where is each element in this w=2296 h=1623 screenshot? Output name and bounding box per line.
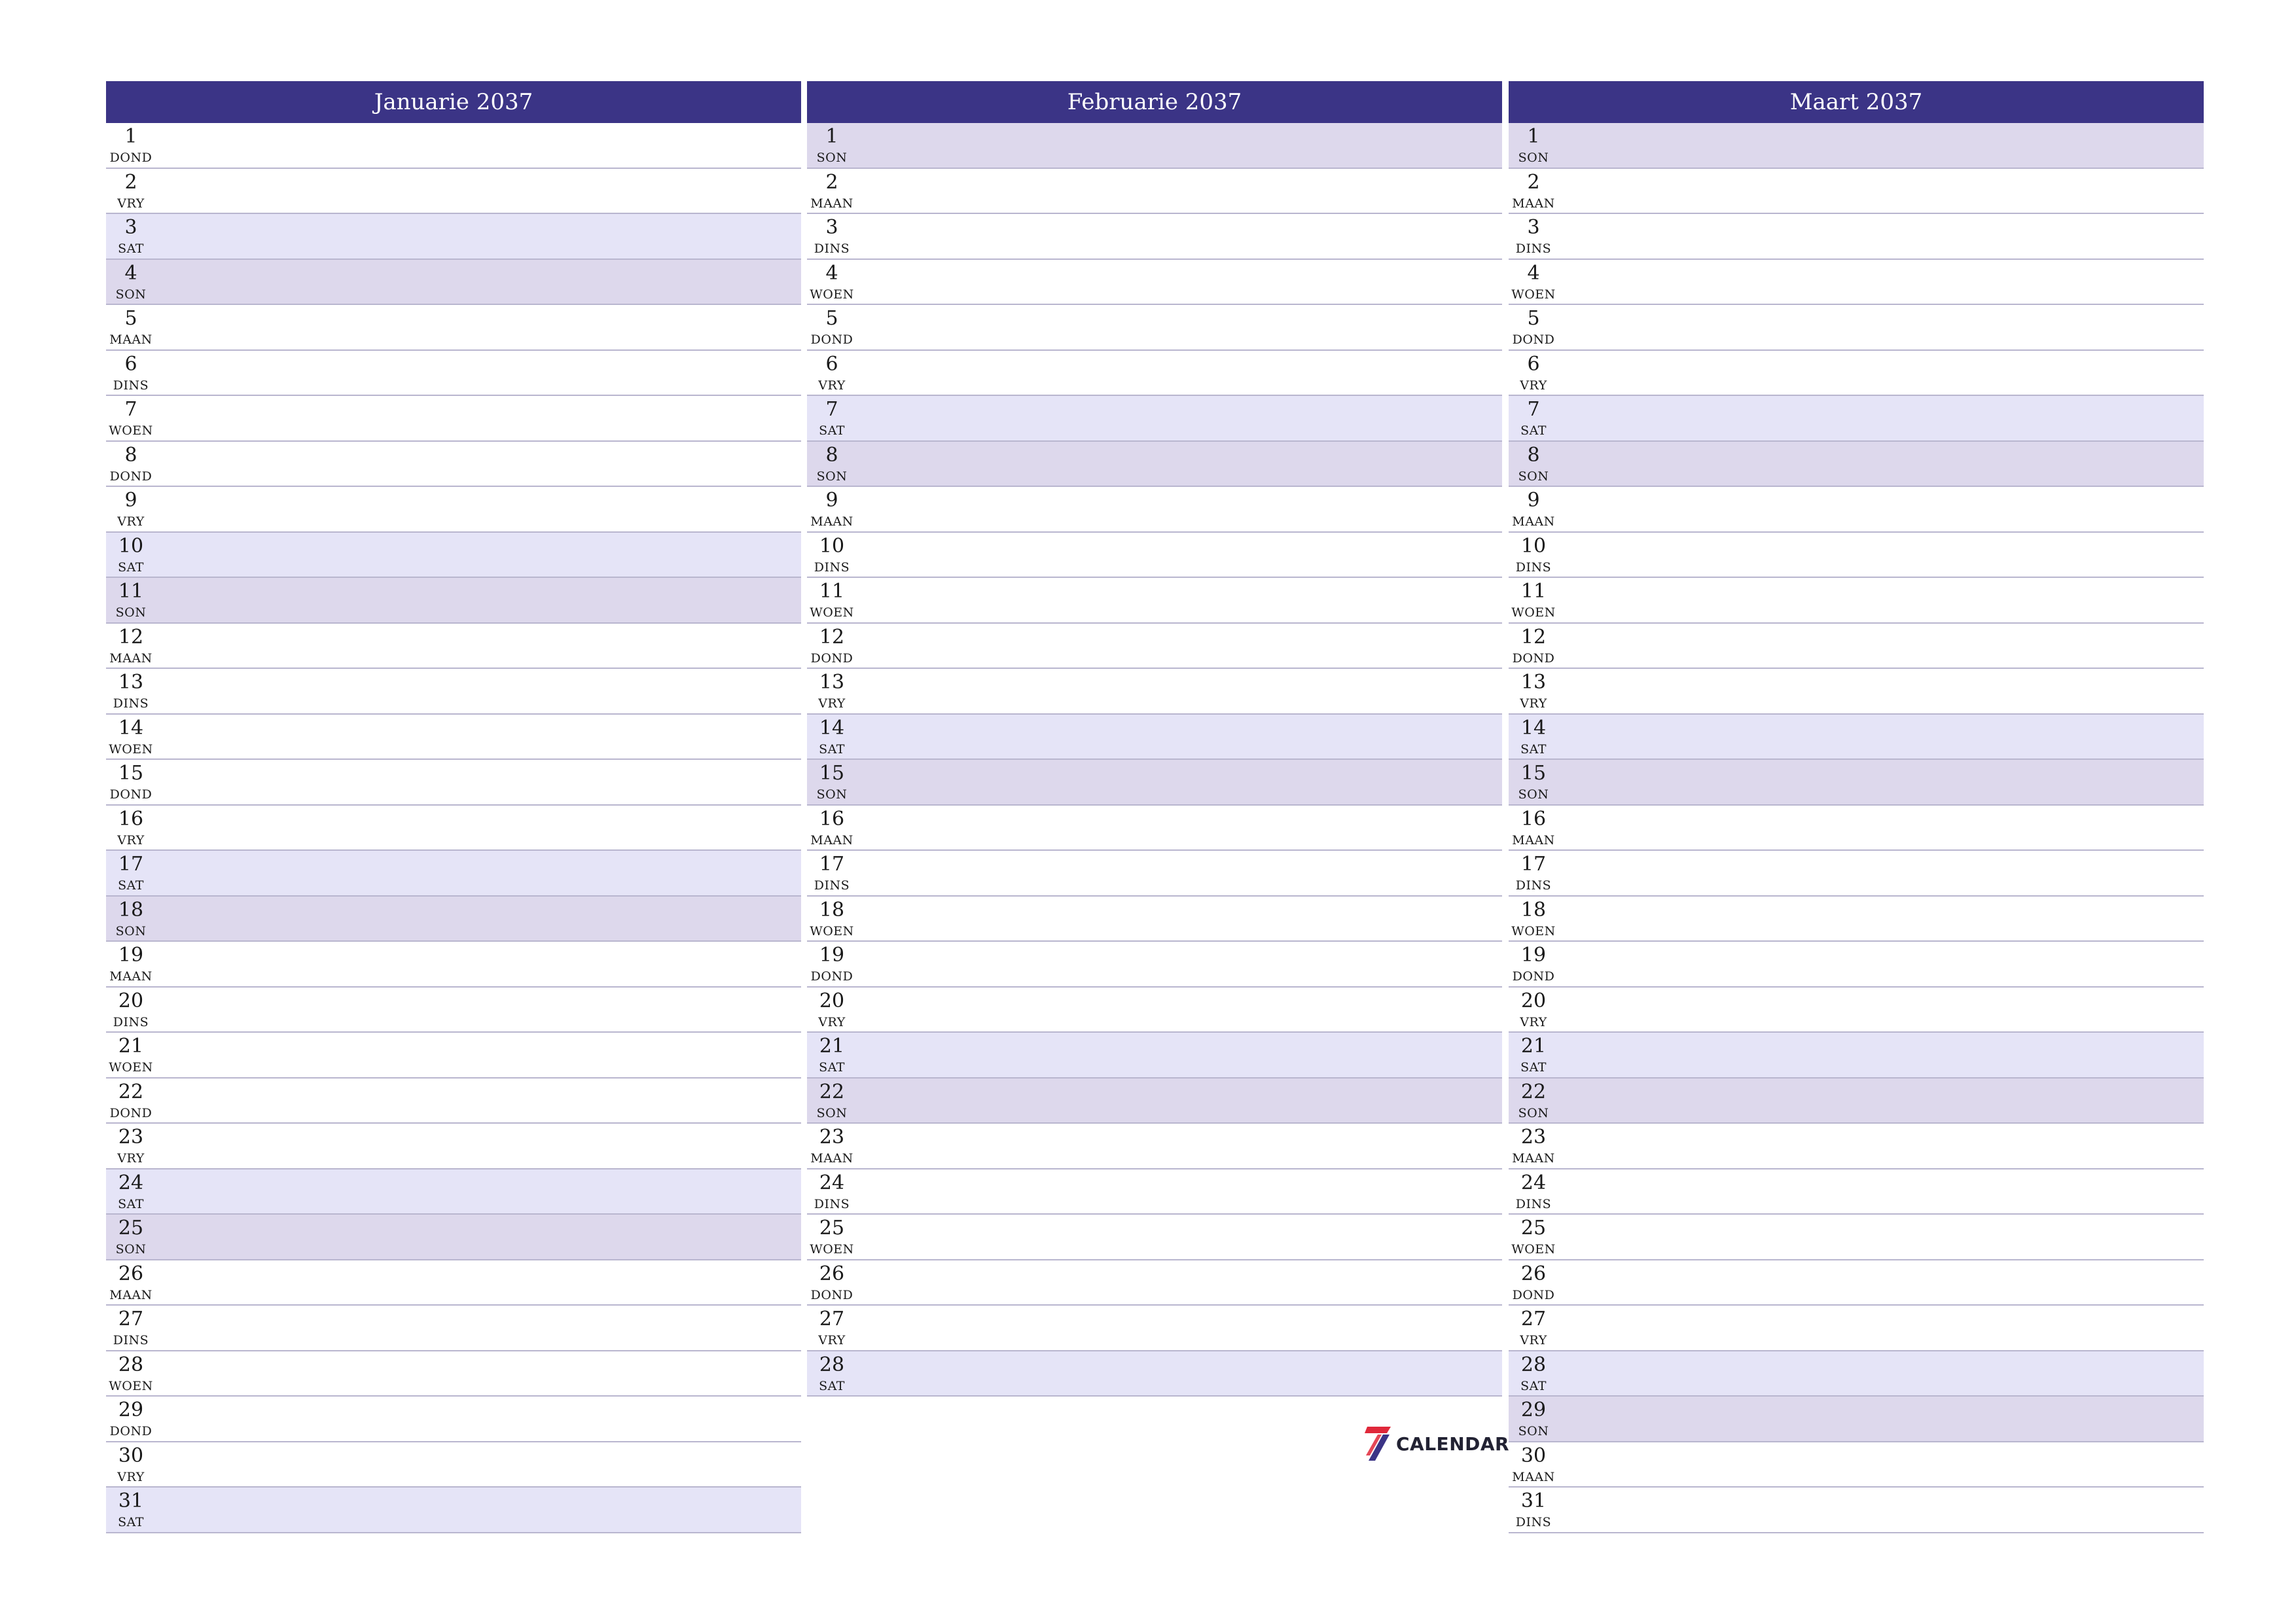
day-number: 26 — [118, 1262, 144, 1285]
month-column-march — [1509, 81, 2204, 1533]
day-of-week: MAAN — [810, 1151, 853, 1166]
day-row — [106, 760, 801, 806]
day-of-week: MAAN — [810, 196, 853, 211]
day-number: 18 — [819, 898, 845, 921]
day-number: 8 — [825, 443, 838, 467]
day-of-week: VRY — [818, 1333, 846, 1347]
day-row — [807, 1260, 1502, 1306]
month-title: Maart 2037 — [1509, 81, 2204, 123]
day-row — [1509, 1306, 2204, 1351]
day-row — [106, 624, 801, 669]
day-row — [106, 942, 801, 988]
day-of-week: DOND — [1512, 1287, 1555, 1302]
day-of-week: SAT — [819, 1060, 845, 1075]
day-number: 18 — [118, 898, 144, 921]
day-row — [807, 624, 1502, 669]
day-of-week: VRY — [1520, 1333, 1547, 1347]
day-row — [1509, 1260, 2204, 1306]
day-number: 10 — [1520, 534, 1547, 558]
day-number: 6 — [124, 352, 137, 376]
day-of-week: SAT — [118, 560, 144, 575]
day-of-week: MAAN — [810, 514, 853, 529]
day-number: 14 — [118, 716, 144, 740]
day-row — [1509, 1397, 2204, 1442]
day-of-week: DOND — [109, 151, 152, 165]
day-row — [1509, 851, 2204, 897]
day-row — [807, 715, 1502, 760]
day-row — [807, 442, 1502, 488]
day-row — [106, 396, 801, 442]
day-row — [1509, 669, 2204, 715]
day-number: 17 — [118, 853, 144, 876]
day-number: 12 — [118, 625, 144, 649]
day-number: 2 — [1527, 170, 1540, 194]
day-number: 13 — [1520, 671, 1547, 694]
day-of-week: DINS — [814, 241, 850, 256]
day-of-week: VRY — [818, 696, 846, 711]
day-of-week: MAAN — [1512, 196, 1555, 211]
day-of-week: WOEN — [810, 287, 854, 302]
day-row — [1509, 1488, 2204, 1533]
day-number: 19 — [819, 944, 845, 967]
day-number: 27 — [819, 1308, 845, 1330]
day-row — [807, 1306, 1502, 1351]
day-of-week: WOEN — [1511, 287, 1556, 302]
day-of-week: DOND — [810, 651, 853, 666]
day-row — [807, 1033, 1502, 1079]
day-row — [106, 351, 801, 397]
day-number: 28 — [118, 1353, 144, 1376]
day-of-week: WOEN — [109, 423, 153, 438]
day-number: 26 — [819, 1262, 845, 1285]
day-number: 23 — [118, 1126, 144, 1149]
day-row — [106, 578, 801, 624]
day-number: 16 — [819, 807, 845, 830]
month-title: Januarie 2037 — [106, 81, 801, 123]
day-of-week: SAT — [1520, 1378, 1547, 1393]
day-of-week: DOND — [1512, 651, 1555, 666]
day-of-week: DINS — [1515, 241, 1552, 256]
day-number: 14 — [1520, 716, 1547, 740]
day-number: 17 — [819, 853, 845, 876]
day-row — [106, 1260, 801, 1306]
day-number: 7 — [124, 398, 137, 421]
day-of-week: VRY — [1520, 378, 1547, 393]
day-of-week: VRY — [818, 1014, 846, 1029]
day-number: 12 — [1520, 625, 1547, 649]
day-row — [807, 214, 1502, 260]
day-number: 24 — [118, 1171, 144, 1194]
day-of-week: SAT — [118, 1196, 144, 1211]
day-list — [1509, 123, 2204, 1533]
day-of-week: SAT — [1520, 1060, 1547, 1075]
day-number: 13 — [819, 671, 845, 694]
day-of-week: WOEN — [810, 923, 854, 938]
day-number: 23 — [1520, 1126, 1547, 1149]
day-of-week: DINS — [814, 878, 850, 893]
day-number: 6 — [825, 352, 838, 376]
day-of-week: VRY — [117, 514, 145, 529]
day-of-week: SAT — [118, 1515, 144, 1529]
day-of-week: VRY — [117, 1151, 145, 1166]
day-number: 8 — [124, 443, 137, 467]
day-number: 16 — [118, 807, 144, 830]
day-of-week: MAAN — [1512, 514, 1555, 529]
day-number: 25 — [1520, 1217, 1547, 1240]
day-of-week: MAAN — [1512, 832, 1555, 847]
day-number: 15 — [118, 762, 144, 785]
day-number: 9 — [825, 489, 838, 512]
day-of-week: SAT — [819, 423, 845, 438]
day-row — [807, 351, 1502, 397]
day-row — [1509, 1442, 2204, 1488]
day-of-week: MAAN — [109, 651, 152, 666]
day-of-week: SON — [816, 787, 848, 802]
day-number: 20 — [1520, 989, 1547, 1012]
day-number: 11 — [118, 580, 144, 603]
day-row — [1509, 578, 2204, 624]
day-number: 3 — [825, 216, 838, 239]
day-of-week: DINS — [113, 696, 149, 711]
day-of-week: DINS — [113, 1014, 149, 1029]
day-of-week: MAAN — [109, 969, 152, 984]
day-number: 15 — [819, 762, 845, 785]
day-number: 9 — [124, 489, 137, 512]
day-row — [1509, 442, 2204, 488]
day-number: 5 — [1527, 307, 1540, 330]
day-row — [807, 1169, 1502, 1215]
day-row — [1509, 1079, 2204, 1124]
day-of-week: SAT — [819, 1378, 845, 1393]
day-of-week: DINS — [1515, 878, 1552, 893]
day-of-week: SON — [816, 1105, 848, 1120]
day-of-week: DOND — [810, 969, 853, 984]
day-row — [807, 260, 1502, 306]
day-row — [1509, 123, 2204, 169]
day-row — [807, 988, 1502, 1033]
day-number: 15 — [1520, 762, 1547, 785]
day-row — [1509, 305, 2204, 351]
day-row — [106, 1488, 801, 1533]
day-row — [807, 169, 1502, 215]
day-row — [1509, 715, 2204, 760]
day-number: 8 — [1527, 443, 1540, 467]
day-of-week: DINS — [113, 378, 149, 393]
brand-logo — [1363, 1425, 1509, 1462]
day-of-week: SON — [1518, 1105, 1549, 1120]
day-number: 13 — [118, 671, 144, 694]
day-of-week: SON — [115, 1242, 147, 1257]
day-of-week: DOND — [109, 469, 152, 484]
day-number: 28 — [819, 1353, 845, 1376]
day-number: 27 — [118, 1308, 144, 1330]
day-of-week: SON — [115, 287, 147, 302]
day-of-week: DINS — [113, 1333, 149, 1347]
day-of-week: SON — [816, 469, 848, 484]
day-row — [807, 123, 1502, 169]
day-row — [1509, 487, 2204, 533]
day-number: 21 — [118, 1035, 144, 1058]
day-of-week: SON — [115, 605, 147, 620]
day-of-week: SAT — [1520, 423, 1547, 438]
day-number: 20 — [118, 989, 144, 1012]
day-row — [807, 396, 1502, 442]
day-row — [807, 760, 1502, 806]
day-row — [106, 988, 801, 1033]
day-row — [807, 1351, 1502, 1397]
day-number: 23 — [819, 1126, 845, 1149]
day-row — [106, 1397, 801, 1442]
day-of-week: MAAN — [109, 1287, 152, 1302]
day-of-week: SON — [816, 151, 848, 165]
day-number: 19 — [118, 944, 144, 967]
day-number: 24 — [1520, 1171, 1547, 1194]
day-number: 31 — [1520, 1489, 1547, 1512]
day-number: 14 — [819, 716, 845, 740]
day-of-week: WOEN — [109, 1060, 153, 1075]
day-row — [106, 669, 801, 715]
day-number: 22 — [819, 1080, 845, 1103]
day-number: 9 — [1527, 489, 1540, 512]
day-number: 27 — [1520, 1308, 1547, 1330]
day-number: 7 — [825, 398, 838, 421]
day-of-week: WOEN — [1511, 605, 1556, 620]
day-row — [106, 442, 801, 488]
day-row — [1509, 760, 2204, 806]
day-of-week: MAAN — [1512, 1151, 1555, 1166]
day-of-week: DINS — [814, 1196, 850, 1211]
day-number: 11 — [819, 580, 845, 603]
day-row — [1509, 624, 2204, 669]
day-number: 24 — [819, 1171, 845, 1194]
day-number: 5 — [124, 307, 137, 330]
day-of-week: SAT — [118, 878, 144, 893]
day-row — [106, 487, 801, 533]
day-row — [807, 897, 1502, 942]
day-row — [106, 1079, 801, 1124]
day-row — [807, 851, 1502, 897]
day-row — [106, 1306, 801, 1351]
day-row — [106, 806, 801, 851]
day-number: 10 — [118, 534, 144, 558]
day-row — [106, 305, 801, 351]
day-number: 20 — [819, 989, 845, 1012]
day-number: 12 — [819, 625, 845, 649]
day-row — [807, 1124, 1502, 1169]
day-number: 29 — [1520, 1399, 1547, 1421]
day-row — [106, 1215, 801, 1260]
day-row — [1509, 214, 2204, 260]
day-number: 3 — [124, 216, 137, 239]
day-number: 22 — [118, 1080, 144, 1103]
day-list — [807, 123, 1502, 1397]
day-number: 25 — [118, 1217, 144, 1240]
day-row — [106, 260, 801, 306]
logo-text: CALENDAR — [1396, 1433, 1510, 1455]
day-row — [106, 1124, 801, 1169]
day-of-week: SON — [1518, 151, 1549, 165]
seven-logo-icon — [1363, 1425, 1392, 1462]
day-row — [106, 1169, 801, 1215]
day-number: 31 — [118, 1489, 144, 1512]
day-of-week: DOND — [1512, 332, 1555, 347]
day-of-week: WOEN — [810, 1242, 854, 1257]
day-number: 30 — [118, 1444, 144, 1467]
day-of-week: SON — [1518, 469, 1549, 484]
day-row — [1509, 1351, 2204, 1397]
day-of-week: VRY — [117, 196, 145, 211]
day-row — [1509, 806, 2204, 851]
day-row — [106, 1442, 801, 1488]
day-of-week: VRY — [117, 832, 145, 847]
day-number: 25 — [819, 1217, 845, 1240]
day-row — [1509, 1215, 2204, 1260]
day-row — [807, 669, 1502, 715]
day-row — [807, 533, 1502, 579]
day-of-week: DINS — [1515, 560, 1552, 575]
day-number: 6 — [1527, 352, 1540, 376]
day-number: 11 — [1520, 580, 1547, 603]
day-of-week: SAT — [1520, 741, 1547, 757]
day-row — [1509, 351, 2204, 397]
day-number: 10 — [819, 534, 845, 558]
day-row — [1509, 169, 2204, 215]
day-number: 29 — [118, 1399, 144, 1421]
day-row — [807, 305, 1502, 351]
day-number: 2 — [825, 170, 838, 194]
day-number: 4 — [825, 261, 838, 285]
day-row — [106, 1351, 801, 1397]
day-of-week: SON — [1518, 1424, 1549, 1438]
day-number: 4 — [1527, 261, 1540, 285]
day-row — [1509, 1124, 2204, 1169]
day-row — [106, 851, 801, 897]
day-number: 17 — [1520, 853, 1547, 876]
day-of-week: DINS — [1515, 1515, 1552, 1529]
day-of-week: SAT — [118, 241, 144, 256]
day-number: 18 — [1520, 898, 1547, 921]
day-of-week: WOEN — [1511, 1242, 1556, 1257]
day-number: 21 — [1520, 1035, 1547, 1058]
day-row — [106, 897, 801, 942]
day-of-week: WOEN — [109, 1378, 153, 1393]
day-of-week: VRY — [818, 378, 846, 393]
day-row — [807, 1079, 1502, 1124]
day-of-week: VRY — [117, 1469, 145, 1484]
day-of-week: WOEN — [109, 741, 153, 757]
day-of-week: SAT — [819, 741, 845, 757]
day-row — [1509, 942, 2204, 988]
month-column-january — [106, 81, 801, 1533]
day-of-week: SON — [115, 923, 147, 938]
day-row — [1509, 533, 2204, 579]
day-row — [807, 578, 1502, 624]
day-number: 7 — [1527, 398, 1540, 421]
day-of-week: VRY — [1520, 696, 1547, 711]
day-number: 30 — [1520, 1444, 1547, 1467]
day-of-week: SON — [1518, 787, 1549, 802]
day-of-week: WOEN — [810, 605, 854, 620]
month-column-february — [807, 81, 1502, 1397]
day-row — [1509, 1169, 2204, 1215]
day-of-week: VRY — [1520, 1014, 1547, 1029]
day-of-week: DOND — [109, 1424, 152, 1438]
day-row — [1509, 396, 2204, 442]
day-of-week: WOEN — [1511, 923, 1556, 938]
day-of-week: DOND — [1512, 969, 1555, 984]
day-number: 1 — [825, 125, 838, 148]
day-row — [1509, 1033, 2204, 1079]
day-number: 3 — [1527, 216, 1540, 239]
day-row — [807, 806, 1502, 851]
day-number: 16 — [1520, 807, 1547, 830]
day-of-week: DOND — [810, 332, 853, 347]
day-number: 2 — [124, 170, 137, 194]
day-list — [106, 123, 801, 1533]
day-of-week: MAAN — [109, 332, 152, 347]
day-number: 28 — [1520, 1353, 1547, 1376]
day-row — [106, 214, 801, 260]
day-number: 26 — [1520, 1262, 1547, 1285]
day-row — [106, 533, 801, 579]
day-number: 4 — [124, 261, 137, 285]
day-row — [106, 123, 801, 169]
day-of-week: DOND — [109, 787, 152, 802]
month-title: Februarie 2037 — [807, 81, 1502, 123]
day-of-week: DOND — [109, 1105, 152, 1120]
day-row — [1509, 260, 2204, 306]
day-row — [807, 942, 1502, 988]
day-number: 21 — [819, 1035, 845, 1058]
day-row — [807, 1215, 1502, 1260]
day-of-week: MAAN — [1512, 1469, 1555, 1484]
day-of-week: DOND — [810, 1287, 853, 1302]
day-row — [106, 169, 801, 215]
day-number: 1 — [1527, 125, 1540, 148]
day-number: 5 — [825, 307, 838, 330]
day-number: 22 — [1520, 1080, 1547, 1103]
day-row — [1509, 897, 2204, 942]
day-number: 1 — [124, 125, 137, 148]
day-row — [1509, 988, 2204, 1033]
day-row — [106, 715, 801, 760]
day-number: 19 — [1520, 944, 1547, 967]
day-row — [807, 487, 1502, 533]
day-of-week: DINS — [814, 560, 850, 575]
day-of-week: DINS — [1515, 1196, 1552, 1211]
day-row — [106, 1033, 801, 1079]
day-of-week: MAAN — [810, 832, 853, 847]
